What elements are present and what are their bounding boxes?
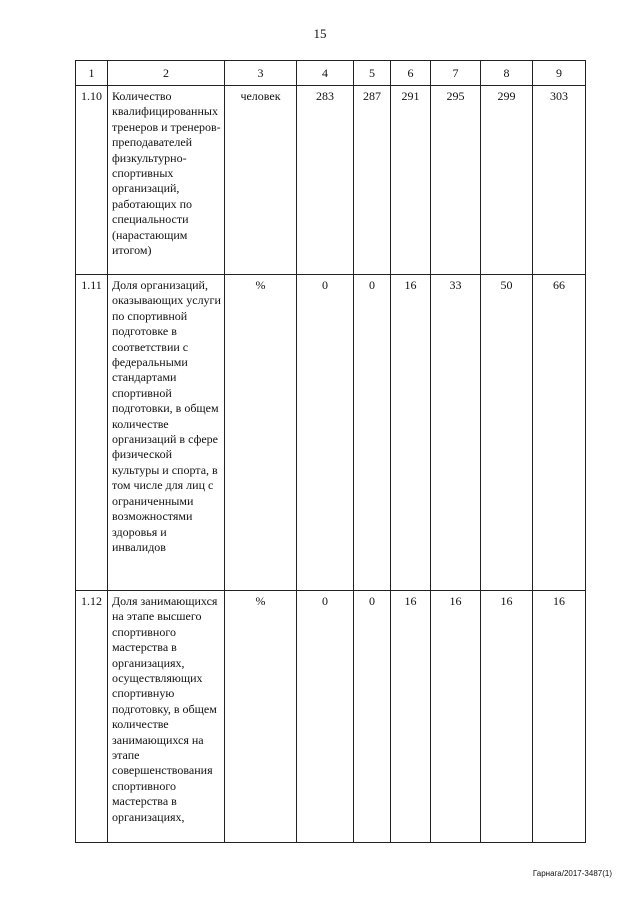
value-cell: 16 xyxy=(391,275,431,591)
table-row xyxy=(76,86,586,275)
value-cell: 0 xyxy=(354,591,391,843)
document-code: Гарнага/2017-3487(1) xyxy=(532,869,612,878)
page-number: 15 xyxy=(313,26,327,41)
row-number: 1.11 xyxy=(76,275,108,591)
column-header: 1 xyxy=(76,61,108,86)
row-number: 1.12 xyxy=(76,591,108,843)
column-header: 6 xyxy=(391,61,431,86)
table-header-row xyxy=(76,61,586,86)
value-cell: 0 xyxy=(297,591,354,843)
column-header: 8 xyxy=(481,61,533,86)
table-row xyxy=(76,591,586,843)
value-cell: 303 xyxy=(533,86,586,275)
table-row xyxy=(76,275,586,591)
indicator-name: Доля организаций, оказывающих услуги по спортивной подготовке в соответствии с федеральными стандартами спортивной подготовки, в общем количестве организаций в сфере физической культуры и спорта, в том числе для лиц с ограниченными возможностями здоровья и инвалидов xyxy=(108,275,225,591)
column-header: 9 xyxy=(533,61,586,86)
value-cell: 33 xyxy=(431,275,481,591)
value-cell: 295 xyxy=(431,86,481,275)
value-cell: 66 xyxy=(533,275,586,591)
value-cell: 50 xyxy=(481,275,533,591)
value-cell: 299 xyxy=(481,86,533,275)
column-header: 7 xyxy=(431,61,481,86)
value-cell: 0 xyxy=(354,275,391,591)
indicators-table xyxy=(75,60,586,843)
unit-cell: % xyxy=(225,591,297,843)
value-cell: 287 xyxy=(354,86,391,275)
value-cell: 0 xyxy=(297,275,354,591)
column-header: 3 xyxy=(225,61,297,86)
value-cell: 16 xyxy=(533,591,586,843)
column-header: 2 xyxy=(108,61,225,86)
column-header: 4 xyxy=(297,61,354,86)
value-cell: 16 xyxy=(391,591,431,843)
value-cell: 291 xyxy=(391,86,431,275)
value-cell: 283 xyxy=(297,86,354,275)
value-cell: 16 xyxy=(481,591,533,843)
value-cell: 16 xyxy=(431,591,481,843)
unit-cell: человек xyxy=(225,86,297,275)
column-header: 5 xyxy=(354,61,391,86)
row-number: 1.10 xyxy=(76,86,108,275)
indicator-name: Доля занимающихся на этапе высшего спортивного мастерства в организациях, осуществляющих спортивную подготовку, в общем количестве занимающихся на этапе совершенствования спортивного мастерства в организациях, xyxy=(108,591,225,843)
indicator-name: Количество квалифицированных тренеров и тренеров-преподавателей физкультурно-спортивных организаций, работающих по специальности (нарастающим итогом) xyxy=(108,86,225,275)
unit-cell: % xyxy=(225,275,297,591)
